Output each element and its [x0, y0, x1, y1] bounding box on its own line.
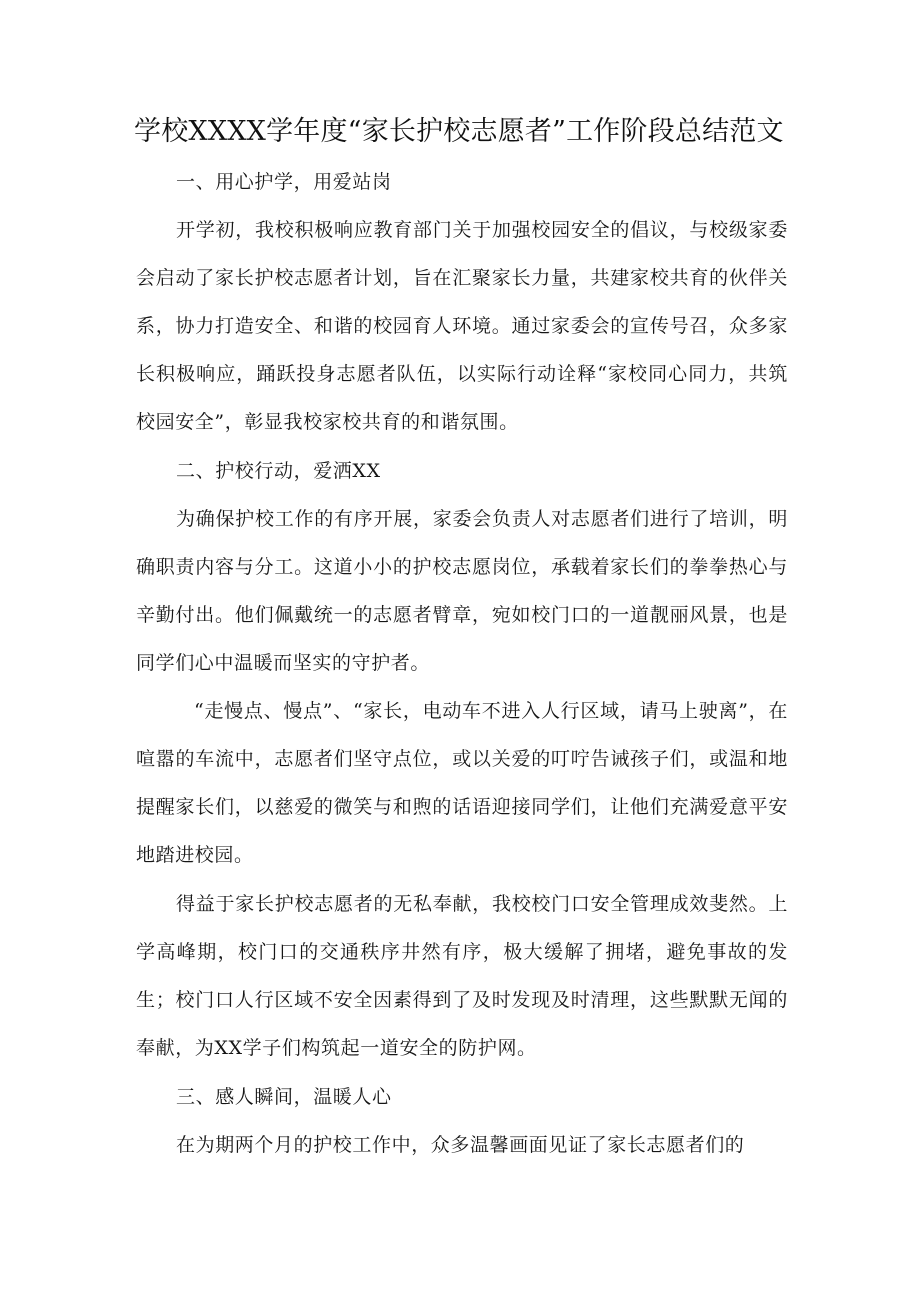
section-2-paragraph-2: “走慢点、慢点”、“家长，电动车不进入人行区域，请马上驶离”，在喧嚣的车流中，志愿者们坚守点位，或以关爱的叮咛告诫孩子们，或温和地提醒家长们，以慈爱的微笑与和煦的话语迎接同学们，让他们充满爱意平安地踏进校园。 — [136, 700, 788, 866]
section-1-paragraph-1: 开学初，我校积极响应教育部门关于加强校园安全的倡议，与校级家委会启动了家长护校志愿者计划，旨在汇聚家长力量，共建家校共育的伙伴关系，协力打造安全、和谐的校园育人环境。通过家委会的宣传号召，众多家长积极响应，踊跃投身志愿者队伍，以实际行动诠释“家校同心同力，共筑校园安全”，彰显我校家校共育的和谐氛围。 — [136, 219, 788, 433]
section-heading-2: 二、护校行动，爱洒XX — [176, 460, 381, 482]
section-2-paragraph-1: 为确保护校工作的有序开展，家委会负责人对志愿者们进行了培训，明确职责内容与分工。这道小小的护校志愿岗位，承载着家长们的拳拳热心与辛勤付出。他们佩戴统一的志愿者臂章，宛如校门口的一道靓丽风景，也是同学们心中温暖而坚实的守护者。 — [136, 508, 788, 674]
section-2-paragraph-3: 得益于家长护校志愿者的无私奉献，我校校门口安全管理成效斐然。上学高峰期，校门口的交通秩序井然有序，极大缓解了拥堵，避免事故的发生；校门口人行区域不安全因素得到了及时发现及时清理，这些默默无闻的奉献，为XX学子们构筑起一道安全的防护网。 — [136, 893, 788, 1059]
section-heading-1: 一、用心护学，用爱站岗 — [176, 171, 392, 193]
section-3-paragraph-1: 在为期两个月的护校工作中，众多温馨画面见证了家长志愿者们的 — [176, 1134, 745, 1156]
document-title: 学校XXXX学年度“家长护校志愿者”工作阶段总结范文 — [134, 116, 784, 147]
section-heading-3: 三、感人瞬间，温暖人心 — [176, 1086, 392, 1108]
